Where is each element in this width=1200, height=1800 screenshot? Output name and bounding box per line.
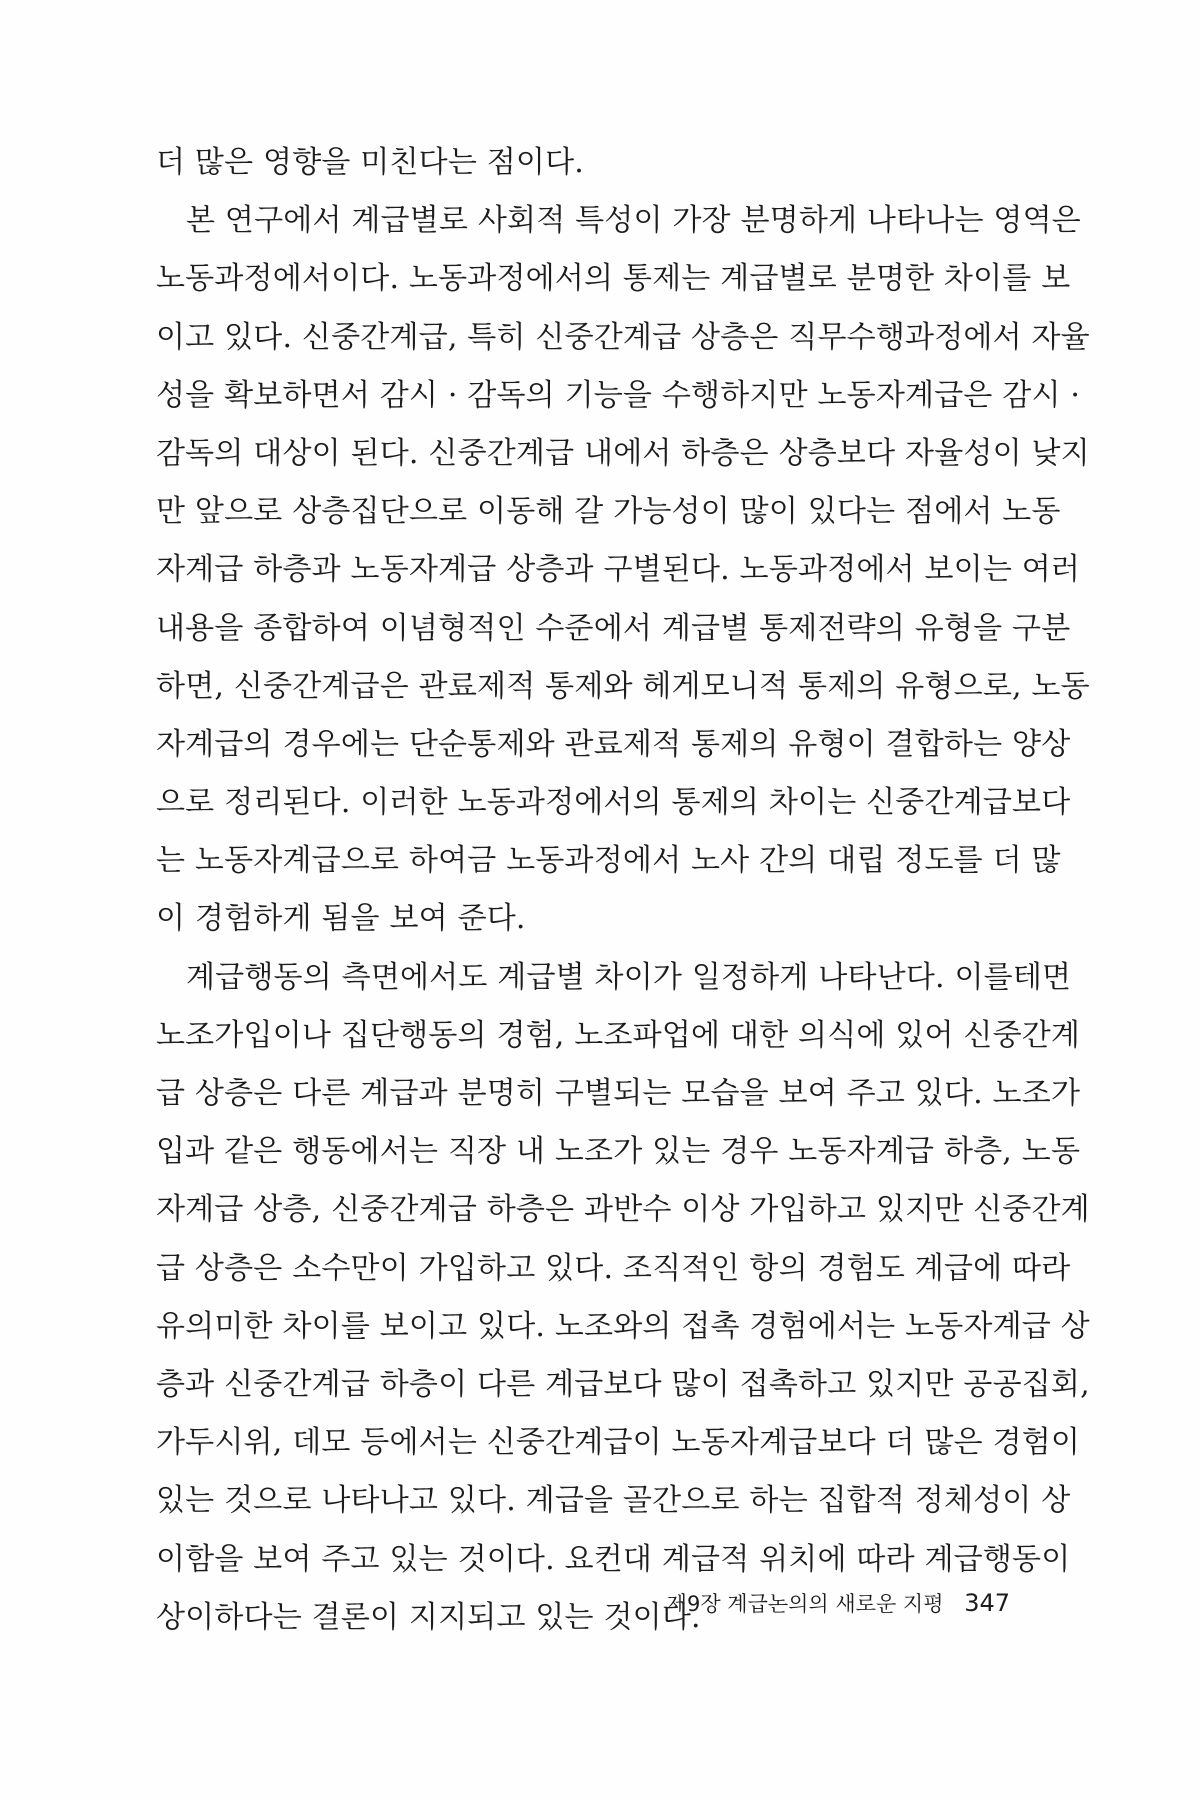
chapter-title: 제9장 계급논의의 새로운 지평: [666, 1592, 944, 1616]
text-line: 급 상층은 다른 계급과 분명히 구별되는 모습을 보여 주고 있다. 노조가: [156, 1076, 1081, 1111]
text-line: 더 많은 영향을 미친다는 점이다.: [156, 145, 585, 180]
text-line: 만 앞으로 상층집단으로 이동해 갈 가능성이 많이 있다는 점에서 노동: [156, 494, 1061, 530]
text-line: 가두시위, 데모 등에서는 신중간계급이 노동자계급보다 더 많은 경험이: [156, 1425, 1081, 1461]
paragraph-start-line: 계급행동의 측면에서도 계급별 차이가 일정하게 나타난다. 이를테면: [186, 959, 1072, 995]
text-line: 있는 것으로 나타나고 있다. 계급을 골간으로 하는 집합적 정체성이 상: [156, 1483, 1071, 1519]
text-line: 이함을 보여 주고 있는 것이다. 요컨대 계급적 위치에 따라 계급행동이: [156, 1541, 1071, 1577]
text-line: 노조가입이나 집단행동의 경험, 노조파업에 대한 의식에 있어 신중간계: [156, 1017, 1081, 1053]
text-line: 급 상층은 소수만이 가입하고 있다. 조직적인 항의 경험도 계급에 따라: [156, 1250, 1071, 1286]
body-text: [156, 143, 1090, 1656]
text-line: 자계급의 경우에는 단순통제와 관료제적 통제의 유형이 결합하는 양상: [156, 726, 1071, 762]
text-line: 는 노동자계급으로 하여금 노동과정에서 노사 간의 대립 정도를 더 많: [156, 843, 1061, 879]
text-line: 유의미한 차이를 보이고 있다. 노조와의 접촉 경험에서는 노동자계급 상: [156, 1308, 1090, 1344]
text-line: 내용을 종합하여 이념형적인 수준에서 계급별 통제전략의 유형을 구분: [156, 610, 1071, 646]
text-line: 노동과정에서이다. 노동과정에서의 통제는 계급별로 분명한 차이를 보: [156, 261, 1071, 297]
text-line: 층과 신중간계급 하층이 다른 계급보다 많이 접촉하고 있지만 공공집회,: [156, 1366, 1090, 1402]
text-line: 이 경험하게 됨을 보여 준다.: [156, 901, 526, 937]
page-number: 347: [964, 1589, 1010, 1617]
text-line: 입과 같은 행동에서는 직장 내 노조가 있는 경우 노동자계급 하층, 노동: [156, 1134, 1081, 1170]
text-line: 상이하다는 결론이 지지되고 있는 것이다.: [156, 1599, 701, 1635]
paragraph-start-line: 본 연구에서 계급별로 사회적 특성이 가장 분명하게 나타나는 영역은: [186, 203, 1081, 239]
text-line: 자계급 상층, 신중간계급 하층은 과반수 이상 가입하고 있지만 신중간계: [156, 1192, 1090, 1228]
text-line: 으로 정리된다. 이러한 노동과정에서의 통제의 차이는 신중간계급보다: [156, 785, 1071, 821]
text-line: 자계급 하층과 노동자계급 상층과 구별된다. 노동과정에서 보이는 여러: [156, 552, 1081, 588]
text-line: 성을 확보하면서 감시 · 감독의 기능을 수행하지만 노동자계급은 감시 ·: [156, 377, 1081, 413]
text-line: 감독의 대상이 된다. 신중간계급 내에서 하층은 상층보다 자율성이 낮지: [156, 435, 1090, 471]
text-line: 하면, 신중간계급은 관료제적 통제와 헤게모니적 통제의 유형으로, 노동: [156, 668, 1090, 704]
running-footer: [590, 1588, 1010, 1618]
text-line: 이고 있다. 신중간계급, 특히 신중간계급 상층은 직무수행과정에서 자율: [156, 319, 1090, 355]
